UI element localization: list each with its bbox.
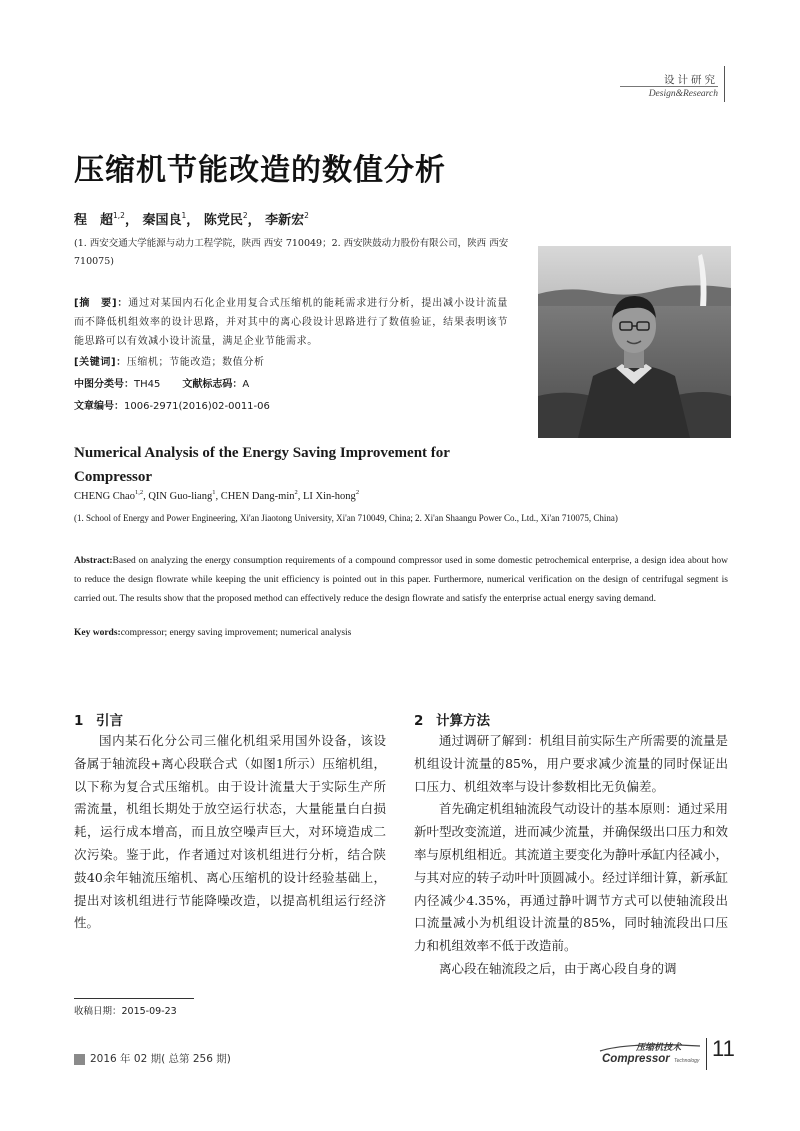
author-list: 程 超$^{1,2}$， 秦国良$^1$， 陈党民$^2$， 李新宏$^2$ (74, 211, 309, 228)
english-title: Numerical Analysis of the Energy Saving Improvement for Compressor (74, 445, 450, 485)
article-number-value: 1006-2971(2016)02-0011-06 (124, 401, 270, 412)
keywords-cn (74, 353, 265, 368)
english-author-affil-mark: 1,2 (134, 489, 144, 496)
keywords-cn-text: 压缩机；节能改造；数值分析 (126, 357, 265, 368)
svg-text:压缩机技术: 压缩机技术 (636, 1043, 682, 1053)
author-name: 秦国良 (142, 213, 182, 228)
english-author-name: CHENG Chao (74, 491, 135, 502)
abstract-cn (74, 294, 508, 351)
footer-vertical-bar (706, 1038, 707, 1070)
author-affil-mark: 1,2 (113, 211, 125, 220)
section-title: 计算方法 (436, 713, 490, 729)
svg-text:Technology: Technology (674, 1058, 700, 1064)
doc-code-value: A (242, 379, 250, 390)
english-author-affil-mark: 2 (294, 489, 298, 496)
article-number-line (74, 397, 270, 412)
author-affil-mark: 2 (242, 211, 248, 220)
body-column-right (414, 730, 728, 981)
header-rule (620, 86, 718, 87)
author-affil-mark: 2 (304, 211, 309, 220)
author-name: 程 超 (74, 213, 114, 228)
body-column-left (74, 730, 386, 935)
received-date-footnote: 收稿日期：2015-09-23 (74, 1006, 177, 1017)
english-author-affil-mark: 2 (355, 489, 360, 496)
body-paragraph: 国内某石化分公司三催化机组采用国外设备，该设备属于轴流段+离心段联合式（如图1所示）压缩机组，以下称为复合式压缩机。由于设计流量大于实际生产所需流量，机组长期处于放空运行状态，大量能量白白损耗，运行成本增高，而且放空噪声巨大，对环境造成二次污染。鉴于此，作者通过对该机组进行分析，结合陕鼓40余年轴流压缩机、离心压缩机的设计经验基础上，提出对该机组进行节能降噪改造，以提高机组运行经济性。 (74, 733, 386, 931)
section-header-cn: 设计研究 (664, 74, 718, 86)
affiliation-cn: (1. 西安交通大学能源与动力工程学院，陕西 西安 710049；2. 西安陕鼓动力股份有限公司，陕西 西安 710075) (74, 238, 509, 267)
body-paragraph: 通过调研了解到：机组目前实际生产所需要的流量是机组设计流量的85%，用户要求减少流量的同时保证出口压力、机组效率与设计参数相比无负偏差。 (414, 733, 728, 794)
section-header-en: Design&Research (648, 89, 718, 99)
english-affiliation: (1. School of Energy and Power Engineering, Xi'an Jiaotong University, Xi'an 710049, China; 2. Xi'an Shaangu Power Co., Ltd., Xi'an 710075, China) (74, 513, 618, 523)
keywords-en (74, 628, 351, 638)
english-author-name: LI Xin-hong (303, 491, 356, 502)
body-paragraph: 首先确定机组轴流段气动设计的基本原则：通过采用新叶型改变流道，进而减少流量，并确保级出口压力和效率与原机组相近。其流道主要变化为静叶承缸内径减小，与其对应的转子动叶叶顶圆减小。经过详细计算，新承缸内径减少4.35%，再通过静叶调节方式可以使轴流段出口流量减小为机组设计流量的85%，同时轴流段出口压力和机组效率不低于改造前。 (414, 801, 728, 954)
author-name: 李新宏 (265, 213, 305, 228)
doc-code-label: 文献标志码： (182, 379, 243, 390)
clc-value: TH45 (134, 379, 161, 390)
clc-label: 中图分类号： (74, 379, 134, 390)
section-number: 1 (74, 713, 84, 729)
footnote-rule (74, 998, 194, 999)
footer-square-marker (74, 1054, 85, 1065)
section-number: 2 (414, 713, 424, 729)
abstract-en (74, 552, 728, 609)
svg-text:Compressor: Compressor (602, 1053, 670, 1065)
abstract-cn-text: 通过对某国内石化企业用复合式压缩机的能耗需求进行分析，提出减小设计流量而不降低机组效率的设计思路，并对其中的离心段设计思路进行了数值验证，结果表明该节能思路可以有效减小设计流量，满足企业节能需求。 (74, 298, 508, 347)
keywords-cn-label: [关键词]： (74, 357, 127, 368)
keywords-en-text: compressor; energy saving improvement; numerical analysis (120, 628, 352, 638)
header-vertical-bar (724, 66, 725, 102)
keywords-en-label: Key words: (74, 628, 121, 638)
article-number-label: 文章编号： (74, 401, 124, 412)
classification-line (74, 375, 249, 390)
english-author-affil-mark: 1 (212, 489, 216, 496)
footer-issue-info: 2016 年 02 期( 总第 256 期) (90, 1053, 231, 1065)
abstract-cn-label: [摘 要]： (74, 298, 129, 309)
english-author-name: CHEN Dang-min (220, 491, 295, 502)
author-name: 陈党民 (203, 213, 243, 228)
author-photo (538, 246, 731, 438)
page-number: 11 (712, 1036, 735, 1061)
abstract-en-label: Abstract: (74, 556, 113, 566)
section-heading-intro (74, 709, 123, 729)
paper-title: 压缩机节能改造的数值分析 (74, 153, 446, 188)
english-author-list: CHENG Chao$^{1,2}$, QIN Guo-liang$^1$, CHEN Dang-$\min^2$, LI Xin-hong$^2$ (74, 489, 360, 502)
section-title: 引言 (96, 713, 123, 729)
abstract-en-text: Based on analyzing the energy consumption requirements of a compound compressor used in some domestic petrochemical enterprise, a design idea about how to reduce the design flowrate while keeping the unit efficiency is pointed out in this paper. Furthermore, numerical verification on the design of centrifugal segment is carried out. The results show that the proposed method can effectively reduce the design flowrate and satisfy the enterprise actual energy saving demand. (74, 556, 728, 604)
section-heading-method (414, 709, 490, 729)
author-affil-mark: 1 (181, 211, 187, 220)
body-paragraph: 离心段在轴流段之后，由于离心段自身的调 (439, 960, 677, 976)
english-author-name: QIN Guo-liang (148, 491, 213, 502)
journal-logo (598, 1040, 702, 1066)
